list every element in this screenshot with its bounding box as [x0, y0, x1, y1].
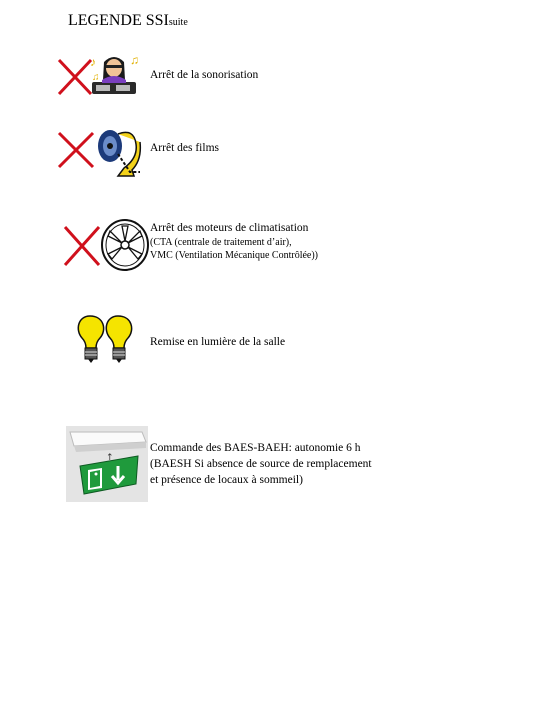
red-cross-icon — [56, 130, 96, 170]
legend-item-films — [0, 124, 540, 180]
fan-icon — [100, 218, 150, 272]
emergency-lighting-line-3: et présence de locaux à sommeil) — [150, 474, 303, 486]
emergency-exit-light-icon — [66, 426, 148, 502]
emergency-lighting-line-2: (BAESH Si absence de source de remplacement — [150, 458, 372, 470]
ventilation-label: Arrêt des moteurs de climatisation — [150, 222, 309, 234]
emergency-lighting-text — [150, 440, 372, 488]
title-main: LEGENDE SSI — [68, 12, 169, 29]
title-suffix: suite — [168, 17, 188, 28]
red-cross-icon — [62, 224, 102, 268]
dj-music-icon — [88, 52, 140, 98]
legend-item-emergency-lighting — [0, 424, 540, 504]
svg-text:↑: ↑ — [106, 453, 114, 463]
light-bulbs-icon — [76, 314, 134, 364]
film-reel-icon — [94, 124, 144, 180]
svg-text:♫: ♫ — [92, 72, 100, 83]
films-label: Arrêt des films — [150, 142, 219, 154]
emergency-lighting-line-1: Commande des BAES-BAEH: autonomie 6 h — [150, 442, 361, 454]
sound-label: Arrêt de la sonorisation — [150, 69, 259, 81]
lighting-label: Remise en lumière de la salle — [150, 336, 286, 348]
legend-item-ventilation — [0, 216, 540, 274]
page-title — [68, 12, 188, 30]
svg-text:♪: ♪ — [90, 55, 96, 69]
ventilation-text — [150, 220, 318, 262]
svg-text:♫: ♫ — [130, 53, 139, 67]
legend-item-sound — [0, 52, 540, 102]
legend-item-lighting — [0, 314, 540, 364]
ventilation-detail-vmc: VMC (Ventilation Mécanique Contrôlée)) — [150, 250, 319, 261]
ventilation-detail-cta: (CTA (centrale de traitement d’air), — [150, 237, 292, 248]
